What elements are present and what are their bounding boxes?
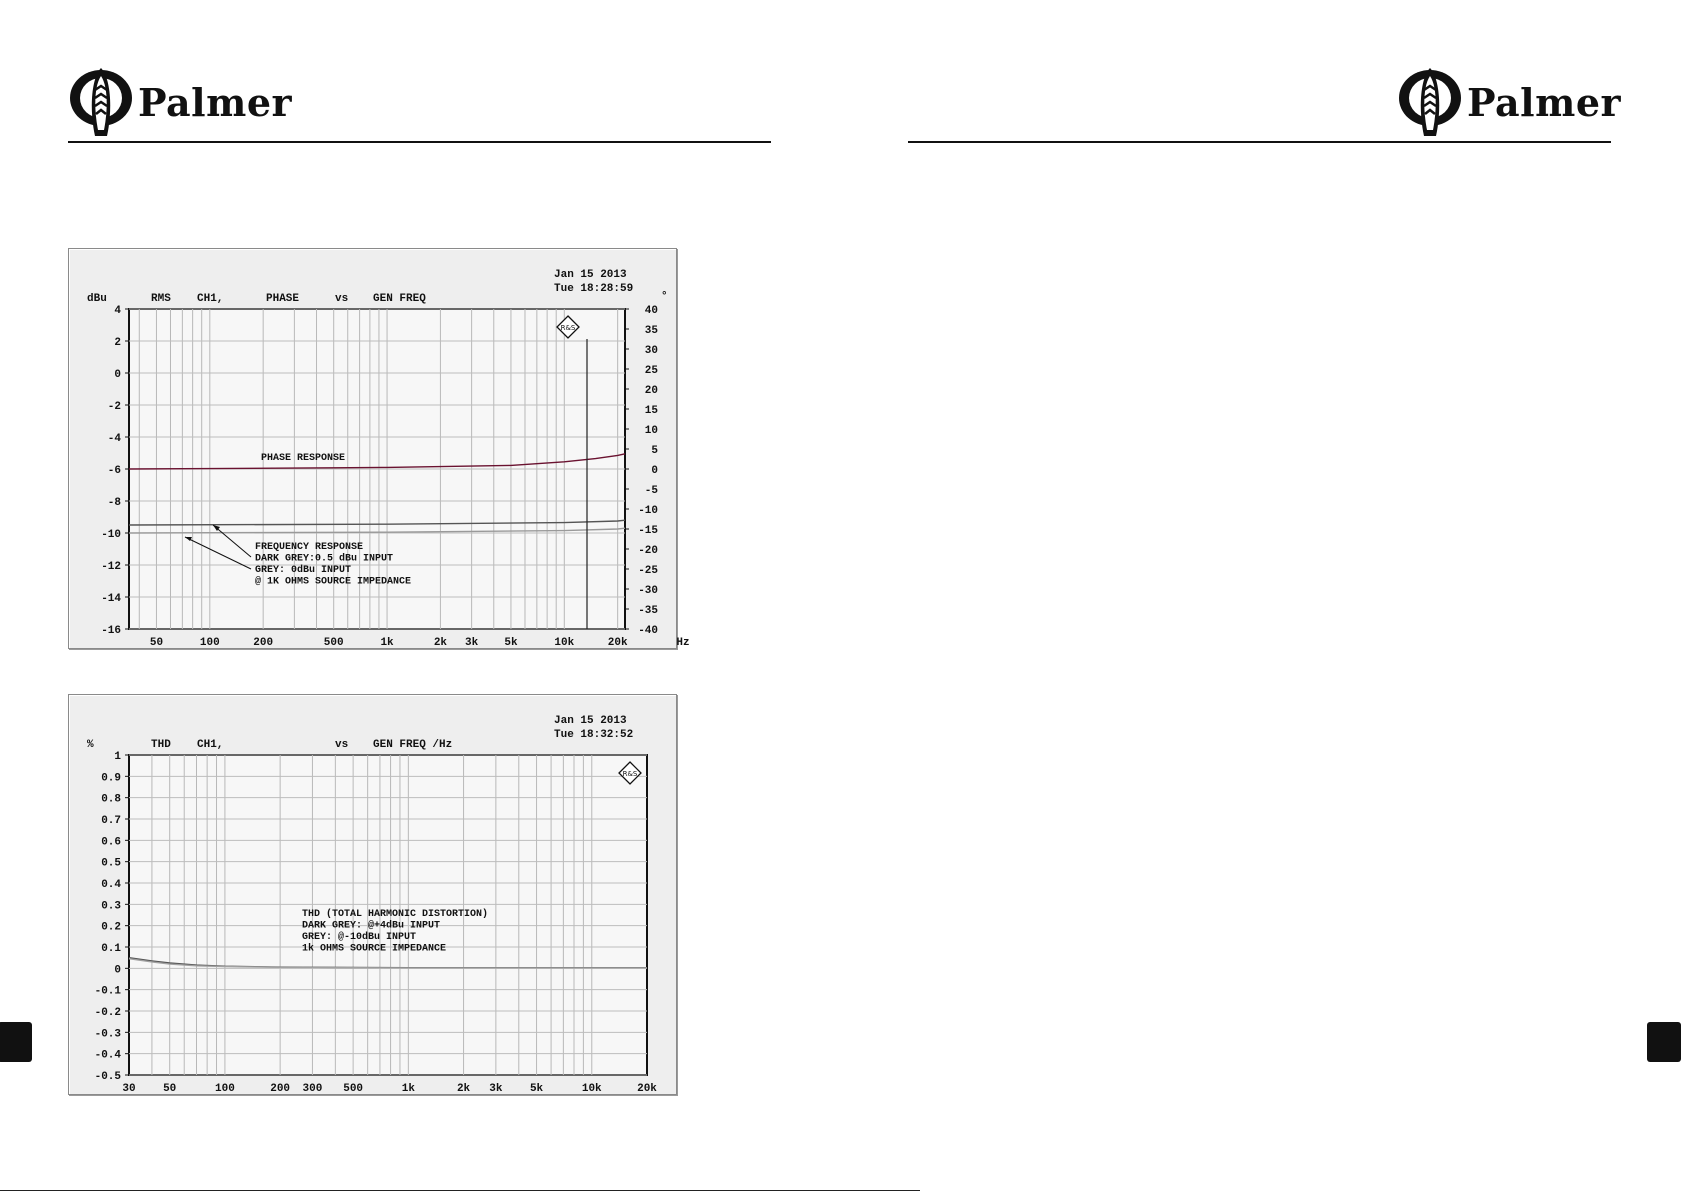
header-rule-left <box>68 141 771 143</box>
x-tick-label: 10k <box>554 637 575 649</box>
y2-tick-label: 0 <box>651 465 658 477</box>
x-tick-label: 100 <box>215 1083 235 1095</box>
chart-title-vs: vs <box>335 293 349 305</box>
x-tick-label: 200 <box>270 1083 291 1095</box>
y2-tick-label: -40 <box>638 625 658 637</box>
y2-tick-label: -10 <box>638 505 658 517</box>
x-tick-label: 5k <box>529 1083 544 1095</box>
y-tick-label: 0 <box>114 964 121 977</box>
x-axis-unit: Hz <box>676 637 690 649</box>
y2-tick-label: 5 <box>651 445 658 457</box>
x-tick-label: 500 <box>343 1083 364 1095</box>
y2-tick-label: 20 <box>644 385 658 397</box>
y-tick-label: -0.4 <box>94 1049 121 1062</box>
y-tick-label: 0.2 <box>101 921 121 934</box>
chart-title-x: GEN FREQ /Hz <box>373 739 453 751</box>
y2-tick-label: 40 <box>644 305 658 317</box>
x-tick-label: 3k <box>465 637 479 649</box>
x-tick-label: 3k <box>489 1083 503 1095</box>
annotation-thd-line: THD (TOTAL HARMONIC DISTORTION) <box>302 909 489 920</box>
y2-tick-label: -20 <box>638 545 658 557</box>
palmer-logo-left <box>68 66 292 138</box>
thd-chart-svg <box>69 695 676 1094</box>
x-tick-label: 30 <box>122 1083 136 1095</box>
page-tab-marker-right <box>1647 1022 1681 1062</box>
palmer-logo-right <box>1397 66 1621 138</box>
y-tick-label: 0.4 <box>101 879 121 891</box>
chart-title-channel: CH1, <box>197 739 224 751</box>
y-tick-label: -4 <box>107 433 121 445</box>
chart-title-x: GEN FREQ <box>373 293 426 305</box>
brand-name: Palmer <box>1467 79 1622 125</box>
rs-diamond-label: R&S <box>560 324 576 332</box>
palmer-emblem-icon <box>1397 66 1463 138</box>
annotation-phase-response: PHASE RESPONSE <box>261 453 346 464</box>
chart-title-vs: vs <box>335 739 349 751</box>
y-tick-label: -10 <box>101 529 121 541</box>
y-tick-label: 0.9 <box>101 772 121 785</box>
y2-axis-unit: ° <box>661 291 668 303</box>
y2-tick-label: -30 <box>638 585 658 597</box>
x-tick-label: 2k <box>433 637 448 649</box>
annotation-thd-line: 1k OHMS SOURCE IMPEDANCE <box>302 943 447 955</box>
phase-frequency-chart <box>68 248 690 649</box>
x-tick-label: 50 <box>163 1083 177 1095</box>
y-tick-label: 0.7 <box>101 815 121 827</box>
y-tick-label: -14 <box>101 593 121 605</box>
header-rule-right <box>908 141 1611 143</box>
y-tick-label: -2 <box>107 401 121 413</box>
y2-tick-label: -15 <box>638 525 658 537</box>
y-tick-label: 0 <box>114 369 121 381</box>
annotation-frequency-line: GREY: 0dBu INPUT <box>255 565 352 576</box>
thd-chart <box>68 694 677 1095</box>
rs-diamond-label: R&S <box>622 770 638 778</box>
y-tick-label: -0.5 <box>94 1071 121 1083</box>
chart-title-measure: THD <box>151 739 171 751</box>
y2-tick-label: 15 <box>644 405 658 417</box>
annotation-frequency-line: @ 1K OHMS SOURCE IMPEDANCE <box>255 576 412 588</box>
palmer-emblem-icon <box>68 66 134 138</box>
y-tick-label: 1 <box>114 751 121 763</box>
y2-tick-label: 10 <box>644 425 658 437</box>
x-tick-label: 500 <box>323 637 344 649</box>
y-tick-label: 0.8 <box>101 793 121 806</box>
annotation-thd-line: DARK GREY: @+4dBu INPUT <box>302 920 441 932</box>
annotation-frequency-line: DARK GREY:0.5 dBu INPUT <box>255 553 394 565</box>
chart-date: Jan 15 2013 <box>554 715 627 727</box>
y-tick-label: -6 <box>107 465 121 477</box>
chart-title-measure: RMS <box>151 293 171 305</box>
y-tick-label: -0.1 <box>94 985 121 998</box>
y2-tick-label: 35 <box>644 325 658 337</box>
y-tick-label: 0.6 <box>101 836 121 849</box>
x-tick-label: 20k <box>637 1083 657 1095</box>
y-tick-label: -0.3 <box>94 1028 121 1041</box>
annotation-thd-line: GREY: @-10dBu INPUT <box>302 932 417 943</box>
y2-tick-label: -25 <box>638 565 658 577</box>
y-tick-label: 0.3 <box>101 900 121 913</box>
y-tick-label: -12 <box>101 561 121 573</box>
y-tick-label: 0.5 <box>101 857 121 870</box>
x-tick-label: 300 <box>302 1083 323 1095</box>
page-tab-marker-left <box>0 1022 32 1062</box>
footer-rule <box>0 1190 920 1191</box>
x-tick-label: 1k <box>401 1083 415 1095</box>
chart-time: Tue 18:28:59 <box>554 283 634 295</box>
x-tick-label: 20k <box>607 637 628 649</box>
x-tick-label: 5k <box>504 637 518 649</box>
y2-tick-label: -35 <box>638 605 658 617</box>
y2-tick-label: 30 <box>644 345 658 357</box>
y-tick-label: -8 <box>107 497 121 509</box>
annotation-frequency-line: FREQUENCY RESPONSE <box>255 542 364 553</box>
x-tick-label: 1k <box>380 637 394 649</box>
x-tick-label: 2k <box>456 1083 471 1095</box>
y-axis-unit: % <box>87 739 94 751</box>
phase-frequency-chart-svg <box>69 249 690 649</box>
x-tick-label: 50 <box>149 637 164 649</box>
chart-title-quantity: PHASE <box>266 293 300 305</box>
y-tick-label: 4 <box>114 305 121 317</box>
y2-tick-label: 25 <box>644 365 658 377</box>
y-axis-unit: dBu <box>87 293 107 305</box>
chart-time: Tue 18:32:52 <box>554 729 634 741</box>
y-tick-label: -16 <box>101 625 121 637</box>
y-tick-label: -0.2 <box>94 1007 121 1019</box>
chart-date: Jan 15 2013 <box>554 269 627 281</box>
y2-tick-label: -5 <box>644 485 658 497</box>
x-tick-label: 200 <box>253 637 274 649</box>
x-tick-label: 100 <box>199 637 220 649</box>
y-tick-label: 2 <box>114 337 121 349</box>
brand-name: Palmer <box>138 79 293 125</box>
chart-title-channel: CH1, <box>197 293 224 305</box>
x-tick-label: 10k <box>581 1083 602 1095</box>
y-tick-label: 0.1 <box>101 943 121 955</box>
